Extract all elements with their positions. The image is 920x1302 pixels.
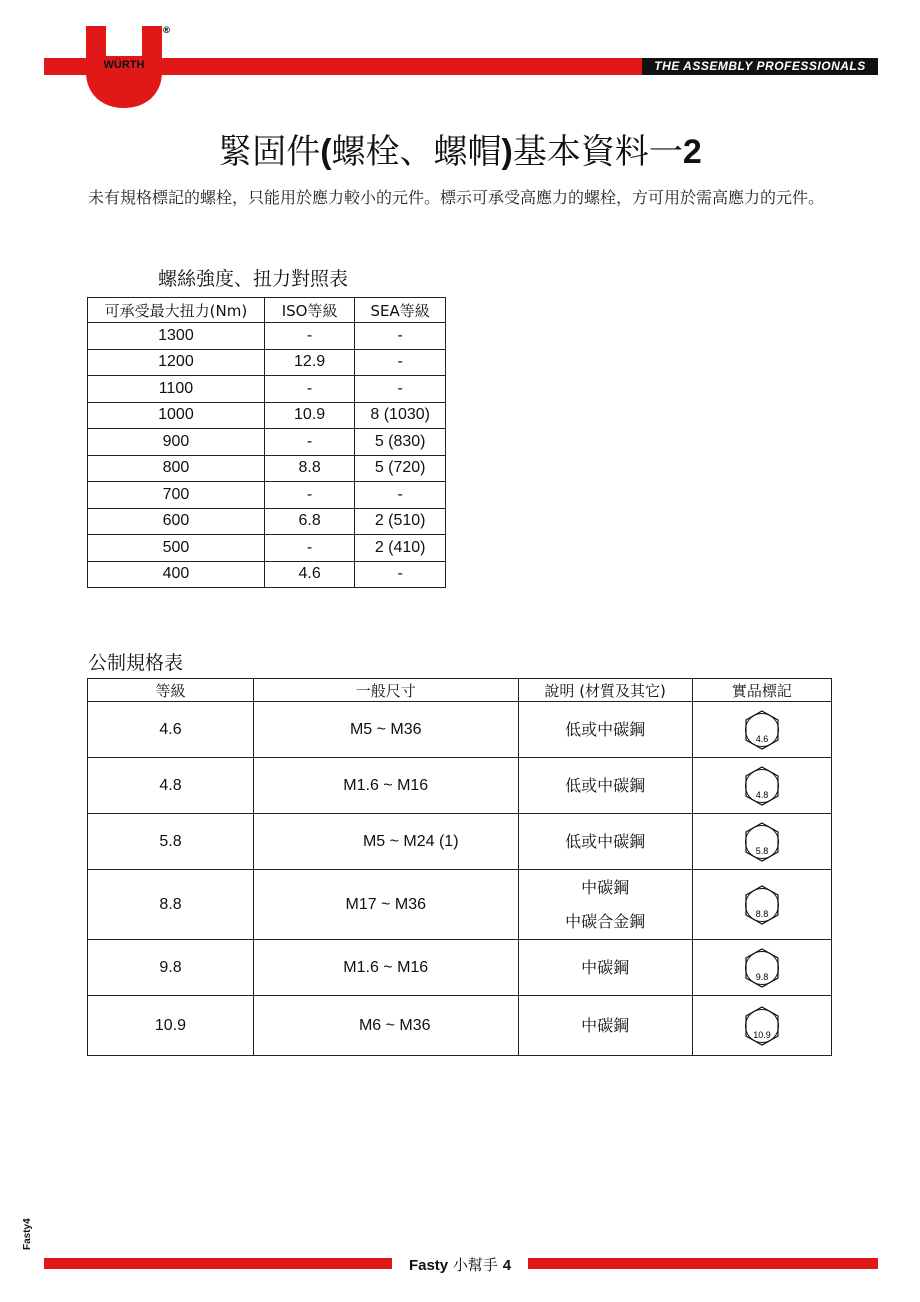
table-row <box>88 561 446 588</box>
metric-header-mark: 實品標記 <box>692 679 831 702</box>
hex-mark-label: 5.8 <box>755 845 769 856</box>
title-paren-open: ( <box>320 133 332 171</box>
torque-header-sea: SEA等級 <box>355 298 446 323</box>
torque-cell: 700 <box>88 482 265 509</box>
desc-line: 中碳合金鋼 <box>565 911 646 931</box>
torque-table-header-row <box>88 298 446 323</box>
sea-cell: 8 (1030) <box>355 402 446 429</box>
table-row <box>88 482 446 509</box>
registered-mark: ® <box>162 26 171 36</box>
desc-cell: 低或中碳鋼 <box>518 702 692 758</box>
title-number: 2 <box>682 133 702 171</box>
iso-cell: - <box>264 376 355 403</box>
torque-table <box>87 297 446 588</box>
side-text: Fasty4 <box>22 1218 33 1250</box>
header-slogan: THE ASSEMBLY PROFESSIONALS <box>642 58 878 75</box>
metric-header-size: 一般尺寸 <box>253 679 518 702</box>
intro-paragraph: 未有規格標記的螺栓，只能用於應力較小的元件。標示可承受高應力的螺栓，方可用於需高應力的元件。 <box>88 188 825 207</box>
hex-bolt-icon <box>742 947 782 989</box>
torque-cell: 1000 <box>88 402 265 429</box>
size-cell: M6 ~ M36 <box>253 996 518 1056</box>
torque-cell: 1300 <box>88 323 265 350</box>
size-cell: M17 ~ M36 <box>253 870 518 940</box>
torque-cell: 400 <box>88 561 265 588</box>
table-row <box>88 508 446 535</box>
iso-cell: - <box>264 535 355 562</box>
logo-text: WÜRTH <box>103 59 145 71</box>
title-main: 緊固件 <box>218 132 321 172</box>
hex-mark-cell <box>692 702 831 758</box>
sea-cell: 2 (510) <box>355 508 446 535</box>
hex-bolt-icon <box>742 1005 782 1047</box>
wurth-logo <box>86 26 162 108</box>
iso-cell: 8.8 <box>264 455 355 482</box>
metric-table-header-row <box>88 679 832 702</box>
metric-table-caption: 公制規格表 <box>88 652 184 674</box>
metric-header-desc: 說明 (材質及其它) <box>518 679 692 702</box>
sea-cell: 5 (720) <box>355 455 446 482</box>
hex-mark-label: 9.8 <box>755 971 769 982</box>
metric-header-grade: 等級 <box>88 679 254 702</box>
table-row <box>88 940 832 996</box>
table-row <box>88 758 832 814</box>
iso-cell: - <box>264 482 355 509</box>
torque-cell: 500 <box>88 535 265 562</box>
footer-page-number: 4 <box>502 1257 512 1274</box>
sea-cell: - <box>355 561 446 588</box>
footer-brand: Fasty <box>408 1257 449 1274</box>
iso-cell: 12.9 <box>264 349 355 376</box>
iso-cell: 6.8 <box>264 508 355 535</box>
hex-bolt-icon <box>742 884 782 926</box>
iso-cell: - <box>264 323 355 350</box>
iso-cell: 4.6 <box>264 561 355 588</box>
hex-mark-cell <box>692 940 831 996</box>
size-cell: M5 ~ M36 <box>253 702 518 758</box>
sea-cell: 5 (830) <box>355 429 446 456</box>
size-cell: M1.6 ~ M16 <box>253 758 518 814</box>
torque-cell: 1100 <box>88 376 265 403</box>
sea-cell: - <box>355 323 446 350</box>
grade-cell: 8.8 <box>88 870 254 940</box>
sea-cell: - <box>355 376 446 403</box>
torque-header-max: 可承受最大扭力(Nm) <box>88 298 265 323</box>
sea-cell: - <box>355 349 446 376</box>
hex-mark-cell <box>692 758 831 814</box>
sea-cell: - <box>355 482 446 509</box>
size-cell: M1.6 ~ M16 <box>253 940 518 996</box>
table-row <box>88 455 446 482</box>
torque-cell: 1200 <box>88 349 265 376</box>
hex-bolt-icon <box>742 709 782 751</box>
table-row <box>88 349 446 376</box>
torque-cell: 600 <box>88 508 265 535</box>
grade-cell: 9.8 <box>88 940 254 996</box>
desc-cell: 低或中碳鋼 <box>518 814 692 870</box>
grade-cell: 10.9 <box>88 996 254 1056</box>
title-inner: 螺栓、螺帽 <box>331 132 502 172</box>
hex-mark-cell <box>692 996 831 1056</box>
iso-cell: 10.9 <box>264 402 355 429</box>
sea-cell: 2 (410) <box>355 535 446 562</box>
grade-cell: 4.8 <box>88 758 254 814</box>
table-row <box>88 429 446 456</box>
size-cell: M5 ~ M24 (1) <box>253 814 518 870</box>
desc-cell: 中碳鋼 <box>518 996 692 1056</box>
footer-red-bar-left <box>44 1258 392 1269</box>
iso-cell: - <box>264 429 355 456</box>
torque-cell: 800 <box>88 455 265 482</box>
hex-mark-label: 10.9 <box>753 1029 771 1040</box>
table-row <box>88 870 832 940</box>
metric-table <box>87 678 832 1056</box>
hex-mark-label: 4.8 <box>755 789 769 800</box>
footer-label-text: 小幫手 <box>452 1256 498 1274</box>
hex-mark-cell <box>692 814 831 870</box>
desc-cell: 中碳鋼 <box>518 940 692 996</box>
desc-line: 中碳鋼 <box>581 877 630 897</box>
hex-mark-label: 8.8 <box>755 908 769 919</box>
desc-cell <box>518 870 692 940</box>
footer-label <box>392 1254 528 1276</box>
title-tail: 基本資料一 <box>512 132 683 172</box>
hex-bolt-icon <box>742 821 782 863</box>
hex-bolt-icon <box>742 765 782 807</box>
grade-cell: 4.6 <box>88 702 254 758</box>
table-row <box>88 702 832 758</box>
hex-mark-label: 4.6 <box>755 733 769 744</box>
torque-table-caption: 螺絲強度、扭力對照表 <box>158 268 349 290</box>
table-row <box>88 323 446 350</box>
page-title <box>0 124 920 173</box>
torque-cell: 900 <box>88 429 265 456</box>
desc-cell: 低或中碳鋼 <box>518 758 692 814</box>
table-row <box>88 376 446 403</box>
table-row <box>88 402 446 429</box>
hex-mark-cell <box>692 870 831 940</box>
table-row <box>88 996 832 1056</box>
grade-cell: 5.8 <box>88 814 254 870</box>
table-row <box>88 535 446 562</box>
footer-red-bar-right <box>528 1258 878 1269</box>
title-paren-close: ) <box>501 133 513 171</box>
torque-header-iso: ISO等級 <box>264 298 355 323</box>
table-row <box>88 814 832 870</box>
